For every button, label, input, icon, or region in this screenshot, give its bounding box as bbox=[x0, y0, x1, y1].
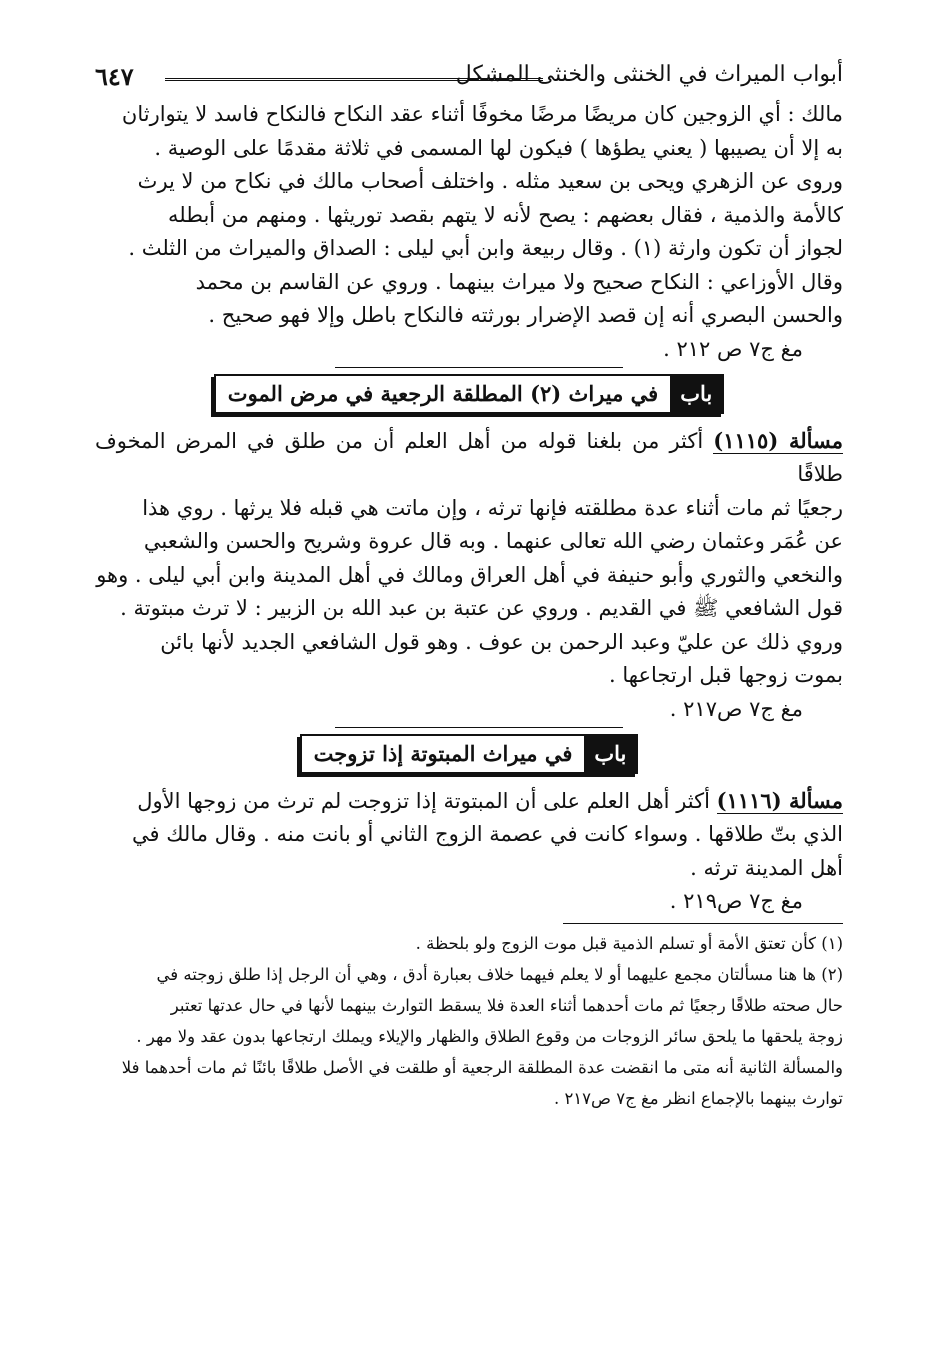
text-line: والحسن البصري أنه إن قصد الإضرار بورثته فالنكاح باطل وإلا فهو صحيح . bbox=[208, 303, 843, 327]
footnote-line: (١) كأن تعتق الأمة أو تسلم الذمية قبل موت الزوج ولو بلحظة . bbox=[415, 934, 843, 953]
source-reference: مغ ج٧ ص ٢١٢ . bbox=[663, 336, 803, 361]
source-reference: مغ ج٧ ص٢١٩ . bbox=[669, 889, 803, 913]
masala-number: مسألة (١١١٥) bbox=[713, 427, 844, 453]
text-line: وروى عن الزهري ويحى بن سعيد مثله . واختلف أصحاب مالك في نكاح من لا يرث bbox=[137, 169, 843, 193]
section-2-text bbox=[95, 424, 843, 693]
separator-line bbox=[335, 727, 623, 728]
footnote-line: توارث بينهما بالإجماع انظر مغ ج٧ ص٢١٧ . bbox=[553, 1089, 843, 1108]
page-number: ٦٤٧ bbox=[95, 62, 134, 91]
footnote-rule bbox=[563, 923, 843, 924]
text-line: لجواز أن تكون وارثة (١) . وقال ربيعة وابن أبي ليلى : الصداق والميراث من الثلث . bbox=[128, 236, 843, 260]
text-line: مالك : أي الزوجين كان مريضًا مرضًا مخوفًا أثناء عقد النكاح فالنكاح فاسد لا يتوارثان bbox=[121, 102, 843, 126]
text-line: والنخعي والثوري وأبو حنيفة في أهل العراق ومالك في أهل المدينة وابن أبي ليلى . وهو bbox=[96, 562, 843, 587]
section-1-text bbox=[95, 98, 843, 333]
masala-number: مسألة (١١١٦) bbox=[716, 787, 843, 813]
chapter-label: باب bbox=[670, 376, 722, 412]
text-line: أكثر من بلغنا قوله من أهل العلم أن من طلق في المرض المخوف طلاقًا bbox=[95, 428, 843, 486]
text-line: أهل المدينة ترثه . bbox=[690, 855, 843, 880]
text-line: وقال الأوزاعي : النكاح صحيح ولا ميراث بينهما . وروي عن القاسم بن محمد bbox=[195, 269, 843, 294]
header-title: أبواب الميراث في الخنثى والخنثى المشكل bbox=[455, 62, 843, 87]
separator-line bbox=[335, 367, 623, 368]
chapter-label: باب bbox=[584, 736, 636, 772]
footnotes bbox=[95, 928, 843, 1114]
text-line: وروي ذلك عن عليّ وعبد الرحمن بن عوف . وهو قول الشافعي الجديد لأنها بائن bbox=[160, 629, 843, 654]
text-line: رجعيًا ثم مات أثناء عدة مطلقته فإنها ترثه ، وإن ماتت هي قبله فلا يرثها . روي هذا bbox=[142, 495, 843, 520]
text-line: أكثر أهل العلم على أن المبتوتة إذا تزوجت لم ترث من زوجها الأول bbox=[137, 788, 710, 813]
running-header bbox=[95, 62, 843, 98]
source-reference: مغ ج٧ ص٢١٧ . bbox=[669, 696, 803, 721]
chapter-heading bbox=[300, 734, 639, 774]
text-line: قول الشافعي ﷺ في القديم . وروي عن عتبة بن عبد الله بن الزبير : لا ترث مبتوتة . bbox=[120, 596, 843, 620]
chapter-title: في ميراث (٢) المطلقة الرجعية في مرض الموت bbox=[227, 381, 659, 406]
footnote-line: والمسألة الثانية أنه متى ما انقضت عدة المطلقة الرجعية أو طلقت في الأصل طلاقًا بائنًا ثم مات أحدهما فلا bbox=[121, 1058, 843, 1077]
section-3-text bbox=[95, 784, 843, 886]
footnote-line: (٢) ها هنا مسألتان مجمع عليهما أو لا يعلم فيهما خلاف بعبارة أدق ، وهي أن الرجل إذا طلق زوجته في bbox=[156, 965, 843, 984]
text-line: كالأمة والذمية ، فقال بعضهم : يصح لأنه لا يتهم بقصد توريثها . ومنهم من أبطله bbox=[168, 202, 843, 227]
header-rule bbox=[165, 78, 543, 85]
text-line: الذي بتّ طلاقها . وسواء كانت في عصمة الزوج الثاني أو بانت منه . وقال مالك في bbox=[132, 822, 843, 846]
footnote-line: زوجة يلحقها ما يلحق سائر الزوجات من وقوع الطلاق والظهار والإيلاء ويملك ارتجاعها بدون عقد ولا مهر . bbox=[136, 1027, 843, 1046]
chapter-title: في ميراث المبتوتة إذا تزوجت bbox=[313, 741, 573, 766]
footnote-line: حال صحته طلاقًا رجعيًا ثم مات أحدهما أثناء العدة فلا يسقط التوارث بينهما لأنها في حال عدتها تعتبر bbox=[170, 996, 843, 1015]
book-page bbox=[95, 62, 843, 1114]
text-line: بموت زوجها قبل ارتجاعها . bbox=[609, 663, 843, 687]
chapter-heading bbox=[214, 374, 724, 414]
text-line: عن عُمَر وعثمان رضي الله تعالى عنهما . وبه قال عروة وشريح والحسن والشعبي bbox=[143, 529, 843, 553]
text-line: به إلا أن يصيبها ( يعني يطؤها ) فيكون لها المسمى في ثلاثة مقدمًا على الوصية . bbox=[154, 135, 843, 160]
